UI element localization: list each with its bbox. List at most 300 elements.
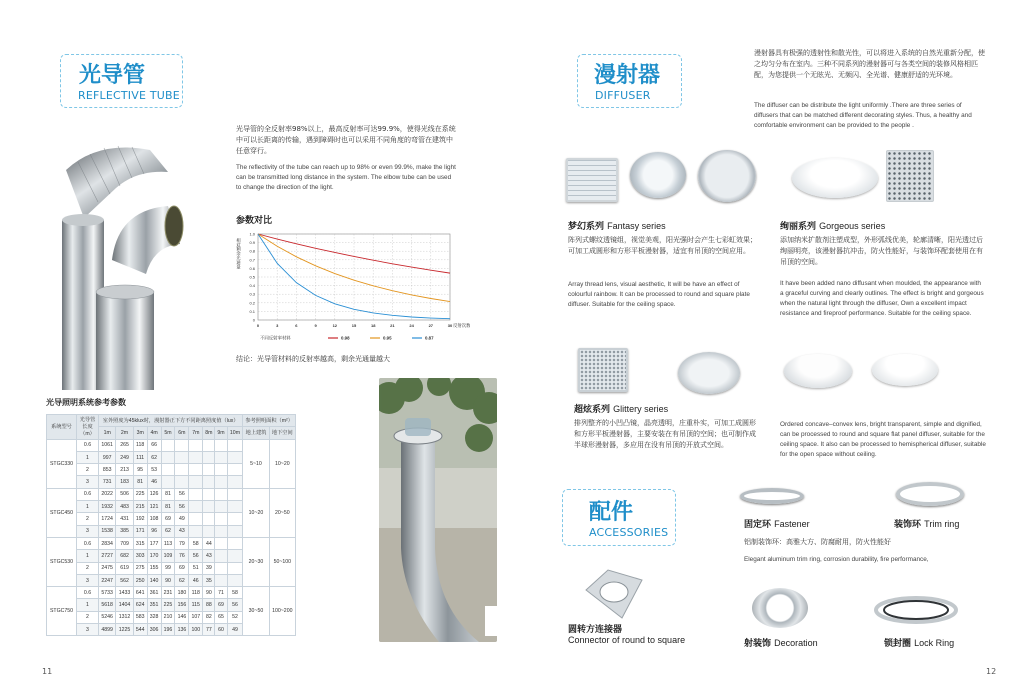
value-cell: 43 xyxy=(203,550,215,562)
value-cell: 2247 xyxy=(99,574,116,586)
chart-y-tick-label: 0.1 xyxy=(249,308,255,314)
reflective-tube-title-box xyxy=(60,54,183,108)
value-cell: 5246 xyxy=(99,611,116,623)
model-cell: STGC330 xyxy=(47,439,77,488)
gorgeous-desc-zh: 添加纳米扩散剂注塑成型，外形弧线优美，轮廓清晰，阳光透过后绚丽明亮，该漫射器抗冲击，防火性能好，与装饰环配套使用在有吊顶的空间。 xyxy=(780,236,983,266)
glittery-title xyxy=(574,402,668,415)
value-cell: 107 xyxy=(189,611,203,623)
reference-table-wrap xyxy=(46,414,296,636)
value-cell xyxy=(227,439,243,451)
diffuser-title-box xyxy=(577,54,682,108)
value-cell xyxy=(227,574,243,586)
chart-x-tick-label: 15 xyxy=(351,323,357,328)
value-cell: 225 xyxy=(161,599,175,611)
value-cell: 1312 xyxy=(116,611,133,623)
value-cell: 155 xyxy=(147,562,161,574)
value-cell: 5618 xyxy=(99,599,116,611)
value-cell xyxy=(215,488,227,500)
value-cell: 121 xyxy=(147,501,161,513)
table-row xyxy=(47,488,296,500)
value-cell: 682 xyxy=(116,550,133,562)
value-cell: 641 xyxy=(133,587,147,599)
th-distance: 2m xyxy=(116,427,133,439)
connector-photo xyxy=(582,568,644,620)
value-cell xyxy=(227,550,243,562)
value-cell: 1 xyxy=(77,501,99,513)
value-cell: 1404 xyxy=(116,599,133,611)
fastener-ring-photo xyxy=(740,488,804,504)
area-cell-ground: 30~50 xyxy=(243,587,269,636)
value-cell xyxy=(203,525,215,537)
decoration-title-en: Decoration xyxy=(774,638,818,648)
chart-legend-label: 0.87 xyxy=(425,335,434,341)
section-title-en: REFLECTIVE TUBE xyxy=(78,89,180,102)
trim-title xyxy=(894,517,959,530)
value-cell: 69 xyxy=(215,599,227,611)
lockring-title xyxy=(884,636,954,649)
connector-title-en: Connector of round to square xyxy=(568,635,686,645)
chart-y-tick-label: 0.4 xyxy=(249,283,255,289)
th-distance: 1m xyxy=(99,427,116,439)
value-cell: 249 xyxy=(116,451,133,463)
fantasy-square-diffuser xyxy=(566,158,618,202)
value-cell xyxy=(189,501,203,513)
value-cell xyxy=(227,501,243,513)
th-ground: 地上建筑 xyxy=(243,427,269,439)
parameter-chart-svg xyxy=(230,224,470,348)
table-row xyxy=(47,439,296,451)
chart-x-tick-label: 18 xyxy=(370,323,376,328)
value-cell xyxy=(215,513,227,525)
th-distance: 3m xyxy=(133,427,147,439)
value-cell: 90 xyxy=(161,574,175,586)
value-cell xyxy=(203,513,215,525)
section-title-zh: 光导管 xyxy=(79,63,146,88)
value-cell: 225 xyxy=(133,488,147,500)
value-cell xyxy=(227,451,243,463)
value-cell: 126 xyxy=(147,488,161,500)
value-cell: 2 xyxy=(77,611,99,623)
gorgeous-title-zh: 绚丽系列 xyxy=(780,222,817,232)
lockring-title-en: Lock Ring xyxy=(914,638,955,648)
reference-table-body xyxy=(47,439,296,636)
value-cell: 66 xyxy=(147,439,161,451)
model-cell: STGC750 xyxy=(47,587,77,636)
value-cell: 39 xyxy=(203,562,215,574)
chart-y-tick-label: 0.6 xyxy=(249,265,255,271)
chart-y-tick-label: 0.7 xyxy=(249,257,255,263)
value-cell: 997 xyxy=(99,451,116,463)
value-cell: 156 xyxy=(175,599,189,611)
value-cell: 213 xyxy=(116,464,133,476)
lockring-title-zh: 锁封圈 xyxy=(884,639,912,649)
accessories-title-en: ACCESSORIES xyxy=(589,526,669,539)
value-cell xyxy=(189,476,203,488)
value-cell: 171 xyxy=(133,525,147,537)
value-cell: 62 xyxy=(175,574,189,586)
chart-y-tick-label: 0.8 xyxy=(249,248,255,254)
value-cell: 0.6 xyxy=(77,488,99,500)
chart-y-axis-label: 相对剩余光通量 xyxy=(235,238,241,269)
connector-title-zh: 圆转方连接器 xyxy=(568,625,623,635)
chart-legend-label: 0.98 xyxy=(341,335,350,341)
value-cell xyxy=(189,488,203,500)
tube-desc-zh: 光导管的全反射率98%以上，最高反射率可达99.9%，使得光线在系统中可以长距离的传输，遇到障碍时也可以采用不同角度的弯管在建筑中任意穿行。 xyxy=(236,125,456,155)
diffuser-desc-en: The diffuser can be distribute the light uniformly .There are three series of diffusers that can be matched different decorating styles. Thus, a healthy and comfortable environment can be provided to the people . xyxy=(754,102,972,129)
decoration-title xyxy=(744,636,818,649)
th-distance: 8m xyxy=(203,427,215,439)
value-cell: 3 xyxy=(77,525,99,537)
value-cell: 215 xyxy=(133,501,147,513)
fantasy-round-flat-diffuser xyxy=(698,150,756,202)
value-cell: 177 xyxy=(147,537,161,549)
value-cell: 2022 xyxy=(99,488,116,500)
value-cell: 3 xyxy=(77,476,99,488)
value-cell: 5733 xyxy=(99,587,116,599)
area-cell-under: 10~20 xyxy=(269,439,295,488)
area-cell-under: 20~50 xyxy=(269,488,295,537)
area-cell-ground: 20~30 xyxy=(243,537,269,586)
trim-title-zh: 装饰环 xyxy=(894,520,922,530)
value-cell xyxy=(203,451,215,463)
page-number-right: 12 xyxy=(986,667,997,676)
value-cell xyxy=(203,476,215,488)
th-distance: 4m xyxy=(147,427,161,439)
value-cell: 76 xyxy=(175,550,189,562)
value-cell: 2 xyxy=(77,562,99,574)
chart-y-tick-label: 0.9 xyxy=(249,240,255,246)
value-cell: 146 xyxy=(175,611,189,623)
decoration-ring-photo xyxy=(752,588,808,628)
value-cell xyxy=(215,525,227,537)
value-cell xyxy=(203,501,215,513)
value-cell: 118 xyxy=(189,587,203,599)
value-cell xyxy=(227,513,243,525)
chart-legend-title: 不同反射率材料 xyxy=(260,336,291,342)
chart-y-tick-label: 0.3 xyxy=(249,291,255,297)
value-cell: 108 xyxy=(147,513,161,525)
th-distance: 10m xyxy=(227,427,243,439)
diffuser-title-en: DIFFUSER xyxy=(595,89,651,102)
value-cell: 136 xyxy=(175,624,189,636)
value-cell: 35 xyxy=(203,574,215,586)
trim-desc-zh: 铝制装饰环：高雅大方、防腐耐用，防火性能好 xyxy=(744,538,891,546)
value-cell: 79 xyxy=(175,537,189,549)
value-cell: 62 xyxy=(147,451,161,463)
value-cell: 56 xyxy=(227,599,243,611)
value-cell: 0.6 xyxy=(77,587,99,599)
value-cell: 250 xyxy=(133,574,147,586)
th-distance: 6m xyxy=(175,427,189,439)
value-cell: 1 xyxy=(77,599,99,611)
value-cell: 113 xyxy=(161,537,175,549)
value-cell: 109 xyxy=(161,550,175,562)
value-cell: 853 xyxy=(99,464,116,476)
reference-table xyxy=(46,414,296,636)
value-cell: 2834 xyxy=(99,537,116,549)
value-cell xyxy=(227,525,243,537)
value-cell: 46 xyxy=(147,476,161,488)
value-cell xyxy=(215,451,227,463)
tube-desc-en: The reflectivity of the tube can reach up to 98% or even 99.9%, make the light can be transmitted long distance in the system. The elbow tube can be used to change the direction of the light. xyxy=(236,164,456,191)
value-cell: 1 xyxy=(77,451,99,463)
accessories-title-box xyxy=(562,489,676,546)
value-cell: 0.6 xyxy=(77,537,99,549)
value-cell: 49 xyxy=(175,513,189,525)
fastener-title-zh: 固定环 xyxy=(744,520,772,530)
value-cell xyxy=(215,537,227,549)
chart-x-tick-label: 3 xyxy=(276,323,279,328)
value-cell: 562 xyxy=(116,574,133,586)
value-cell xyxy=(189,439,203,451)
value-cell: 58 xyxy=(227,587,243,599)
value-cell xyxy=(175,451,189,463)
th-distance: 7m xyxy=(189,427,203,439)
fantasy-desc-en: Array thread lens, visual aesthetic, It will be have an effect of colourful rainbow. It can be processed to round and square plate diffuser. Suitable for the ceiling space. xyxy=(568,281,750,308)
value-cell xyxy=(227,562,243,574)
value-cell: 56 xyxy=(175,501,189,513)
value-cell: 1225 xyxy=(116,624,133,636)
accessories-title-zh: 配件 xyxy=(589,500,634,525)
value-cell: 275 xyxy=(133,562,147,574)
value-cell xyxy=(175,476,189,488)
value-cell: 52 xyxy=(227,611,243,623)
gorgeous-title xyxy=(780,219,885,232)
value-cell xyxy=(175,464,189,476)
value-cell xyxy=(215,501,227,513)
gorgeous-title-en: Gorgeous series xyxy=(819,221,886,231)
table-title: 光导照明系统参考参数 xyxy=(46,398,126,407)
value-cell: 95 xyxy=(133,464,147,476)
value-cell xyxy=(161,451,175,463)
value-cell xyxy=(175,439,189,451)
chart-x-axis-label: 反射次数 xyxy=(453,324,470,329)
value-cell: 431 xyxy=(116,513,133,525)
chart-x-tick-label: 9 xyxy=(314,323,317,328)
value-cell: 1724 xyxy=(99,513,116,525)
value-cell: 58 xyxy=(189,537,203,549)
right-page xyxy=(512,0,1024,699)
chart-x-tick-label: 0 xyxy=(256,323,260,328)
th-lux: 室外照度为45klux时，漫射器正下方不同距离照度值（lux） xyxy=(99,415,243,427)
value-cell: 49 xyxy=(227,624,243,636)
value-cell xyxy=(189,525,203,537)
value-cell: 81 xyxy=(161,488,175,500)
glittery-square-diffuser xyxy=(578,348,628,392)
value-cell: 90 xyxy=(203,587,215,599)
fantasy-desc-zh: 阵列式螺纹透镜组，视觉美观，阳光强时会产生七彩虹效果；可加工成圆形和方形平板漫射器，适宜有吊顶的空间应用。 xyxy=(568,236,757,255)
value-cell: 583 xyxy=(133,611,147,623)
chart-y-tick-label: 0.5 xyxy=(249,274,255,280)
value-cell: 111 xyxy=(133,451,147,463)
th-model: 系统型号 xyxy=(47,415,77,440)
th-length: 光导管长度（m） xyxy=(77,415,99,440)
value-cell: 51 xyxy=(189,562,203,574)
value-cell: 71 xyxy=(215,587,227,599)
installation-photo xyxy=(379,378,497,642)
value-cell: 170 xyxy=(147,550,161,562)
value-cell: 196 xyxy=(161,624,175,636)
value-cell xyxy=(215,476,227,488)
value-cell: 100 xyxy=(189,624,203,636)
table-row xyxy=(47,537,296,549)
value-cell: 4899 xyxy=(99,624,116,636)
value-cell: 69 xyxy=(161,513,175,525)
value-cell xyxy=(161,464,175,476)
glittery-desc-en: Ordered concave–convex lens, bright transparent, simple and dignified, can be processed to round and square flat panel diffuser, suitable for the ceiling space. It also can be processed to hemispherical diffuser, suitable for the open space without ceiling. xyxy=(780,421,986,458)
model-cell: STGC530 xyxy=(47,537,77,586)
value-cell xyxy=(215,464,227,476)
glittery-round-diffuser xyxy=(678,352,740,394)
glittery-title-en: Glittery series xyxy=(613,404,669,414)
chart-legend-label: 0.95 xyxy=(383,335,392,341)
value-cell: 315 xyxy=(133,537,147,549)
chart-x-tick-label: 21 xyxy=(390,323,395,328)
value-cell: 65 xyxy=(215,611,227,623)
area-cell-ground: 5~10 xyxy=(243,439,269,488)
value-cell xyxy=(227,537,243,549)
chart-x-tick-label: 12 xyxy=(332,323,338,328)
value-cell: 180 xyxy=(175,587,189,599)
value-cell: 3 xyxy=(77,574,99,586)
value-cell: 265 xyxy=(116,439,133,451)
value-cell xyxy=(203,488,215,500)
value-cell: 60 xyxy=(215,624,227,636)
value-cell xyxy=(203,439,215,451)
value-cell: 46 xyxy=(189,574,203,586)
glittery-hemisphere-diffuser xyxy=(872,354,938,386)
value-cell xyxy=(215,562,227,574)
value-cell: 361 xyxy=(147,587,161,599)
value-cell: 56 xyxy=(189,550,203,562)
value-cell: 506 xyxy=(116,488,133,500)
value-cell: 483 xyxy=(116,501,133,513)
chart-conclusion: 结论：光导管材料的反射率越高，剩余光通量越大 xyxy=(236,355,390,363)
chart-y-tick-label: 1.0 xyxy=(249,231,255,237)
value-cell: 96 xyxy=(147,525,161,537)
value-cell: 44 xyxy=(203,537,215,549)
value-cell xyxy=(203,464,215,476)
value-cell xyxy=(227,464,243,476)
area-cell-under: 100~200 xyxy=(269,587,295,636)
value-cell: 2475 xyxy=(99,562,116,574)
value-cell xyxy=(215,550,227,562)
value-cell: 231 xyxy=(161,587,175,599)
th-underground: 地下空间 xyxy=(269,427,295,439)
th-distance: 9m xyxy=(215,427,227,439)
value-cell xyxy=(189,513,203,525)
value-cell: 731 xyxy=(99,476,116,488)
value-cell: 81 xyxy=(161,501,175,513)
value-cell: 69 xyxy=(175,562,189,574)
model-cell: STGC450 xyxy=(47,488,77,537)
th-area: 参考照明面积（m²） xyxy=(243,415,296,427)
value-cell xyxy=(227,476,243,488)
page-number-left: 11 xyxy=(42,667,53,676)
fantasy-round-diffuser xyxy=(630,152,686,198)
value-cell: 1061 xyxy=(99,439,116,451)
gorgeous-nano-detail xyxy=(886,150,934,202)
glittery-dome-diffuser xyxy=(784,354,852,388)
value-cell: 115 xyxy=(189,599,203,611)
gorgeous-desc-en: It have been added nano diffusant when moulded, the appearance with a graceful curving and clearly outlines. The effect is bright and gorgeous when the natural light through the diffuser, Own a excellent impact resistance and fireproof performance. Suitable for the ceiling space. xyxy=(780,280,984,317)
value-cell: 619 xyxy=(116,562,133,574)
value-cell: 0.6 xyxy=(77,439,99,451)
glittery-desc-zh: 排列整齐的小凹凸镜，晶亮透明，庄重朴实，可加工成圆形和方形平板漫射器，主要安装在有吊顶的空间；也可制作成半球形漫射器，多应用在没有吊顶的开放式空间。 xyxy=(574,419,756,449)
value-cell: 99 xyxy=(161,562,175,574)
value-cell: 624 xyxy=(133,599,147,611)
value-cell: 303 xyxy=(133,550,147,562)
chart-title: 参数对比 xyxy=(236,216,273,226)
value-cell: 2 xyxy=(77,464,99,476)
value-cell: 2727 xyxy=(99,550,116,562)
value-cell: 118 xyxy=(133,439,147,451)
value-cell: 351 xyxy=(147,599,161,611)
chart-x-tick-label: 30 xyxy=(447,323,453,328)
value-cell xyxy=(227,488,243,500)
value-cell xyxy=(161,476,175,488)
fantasy-title-zh: 梦幻系列 xyxy=(568,222,605,232)
value-cell: 53 xyxy=(147,464,161,476)
value-cell: 62 xyxy=(161,525,175,537)
table-row xyxy=(47,587,296,599)
value-cell: 544 xyxy=(133,624,147,636)
diffuser-title-zh: 漫射器 xyxy=(594,63,661,88)
fantasy-title-en: Fantasy series xyxy=(607,221,666,231)
fastener-title-en: Fastener xyxy=(774,519,810,529)
value-cell: 210 xyxy=(161,611,175,623)
fantasy-title xyxy=(568,219,666,232)
value-cell: 81 xyxy=(133,476,147,488)
value-cell xyxy=(189,451,203,463)
trim-desc-en: Elegant aluminum trim ring, corrosion durability, fire performance, xyxy=(744,556,929,563)
parameter-chart xyxy=(230,224,470,348)
value-cell: 385 xyxy=(116,525,133,537)
chart-x-tick-label: 24 xyxy=(409,323,414,328)
lock-ring-photo xyxy=(868,592,964,628)
gorgeous-dome-diffuser xyxy=(792,158,878,198)
glittery-title-zh: 超炫系列 xyxy=(574,405,611,415)
value-cell: 88 xyxy=(203,599,215,611)
th-distance: 5m xyxy=(161,427,175,439)
decoration-title-zh: 射装饰 xyxy=(744,639,772,649)
chart-x-tick-label: 27 xyxy=(428,323,434,328)
value-cell: 1433 xyxy=(116,587,133,599)
trim-ring-photo xyxy=(896,482,964,506)
value-cell: 306 xyxy=(147,624,161,636)
chart-y-tick-label: 0 xyxy=(252,317,255,323)
area-cell-ground: 10~20 xyxy=(243,488,269,537)
value-cell: 2 xyxy=(77,513,99,525)
value-cell: 77 xyxy=(203,624,215,636)
area-cell-under: 50~100 xyxy=(269,537,295,586)
connector-title xyxy=(568,622,685,646)
reflective-tube-photo xyxy=(58,140,190,392)
value-cell: 56 xyxy=(175,488,189,500)
value-cell: 183 xyxy=(116,476,133,488)
value-cell: 3 xyxy=(77,624,99,636)
diffuser-desc-zh: 漫射器具有极强的透射性和散光性，可以将进入系统的自然光重新分配，使之均匀分布在室内。三种不同系列的漫射器可与各类空间的装修风格相匹配，为您提供一个无眩光、无频闪、全光谱、健康舒适的光环境。 xyxy=(754,49,985,79)
value-cell: 1 xyxy=(77,550,99,562)
value-cell: 328 xyxy=(147,611,161,623)
value-cell: 1538 xyxy=(99,525,116,537)
fastener-title xyxy=(744,517,810,530)
value-cell xyxy=(161,439,175,451)
trim-title-en: Trim ring xyxy=(924,519,960,529)
value-cell: 192 xyxy=(133,513,147,525)
value-cell xyxy=(215,574,227,586)
value-cell: 709 xyxy=(116,537,133,549)
